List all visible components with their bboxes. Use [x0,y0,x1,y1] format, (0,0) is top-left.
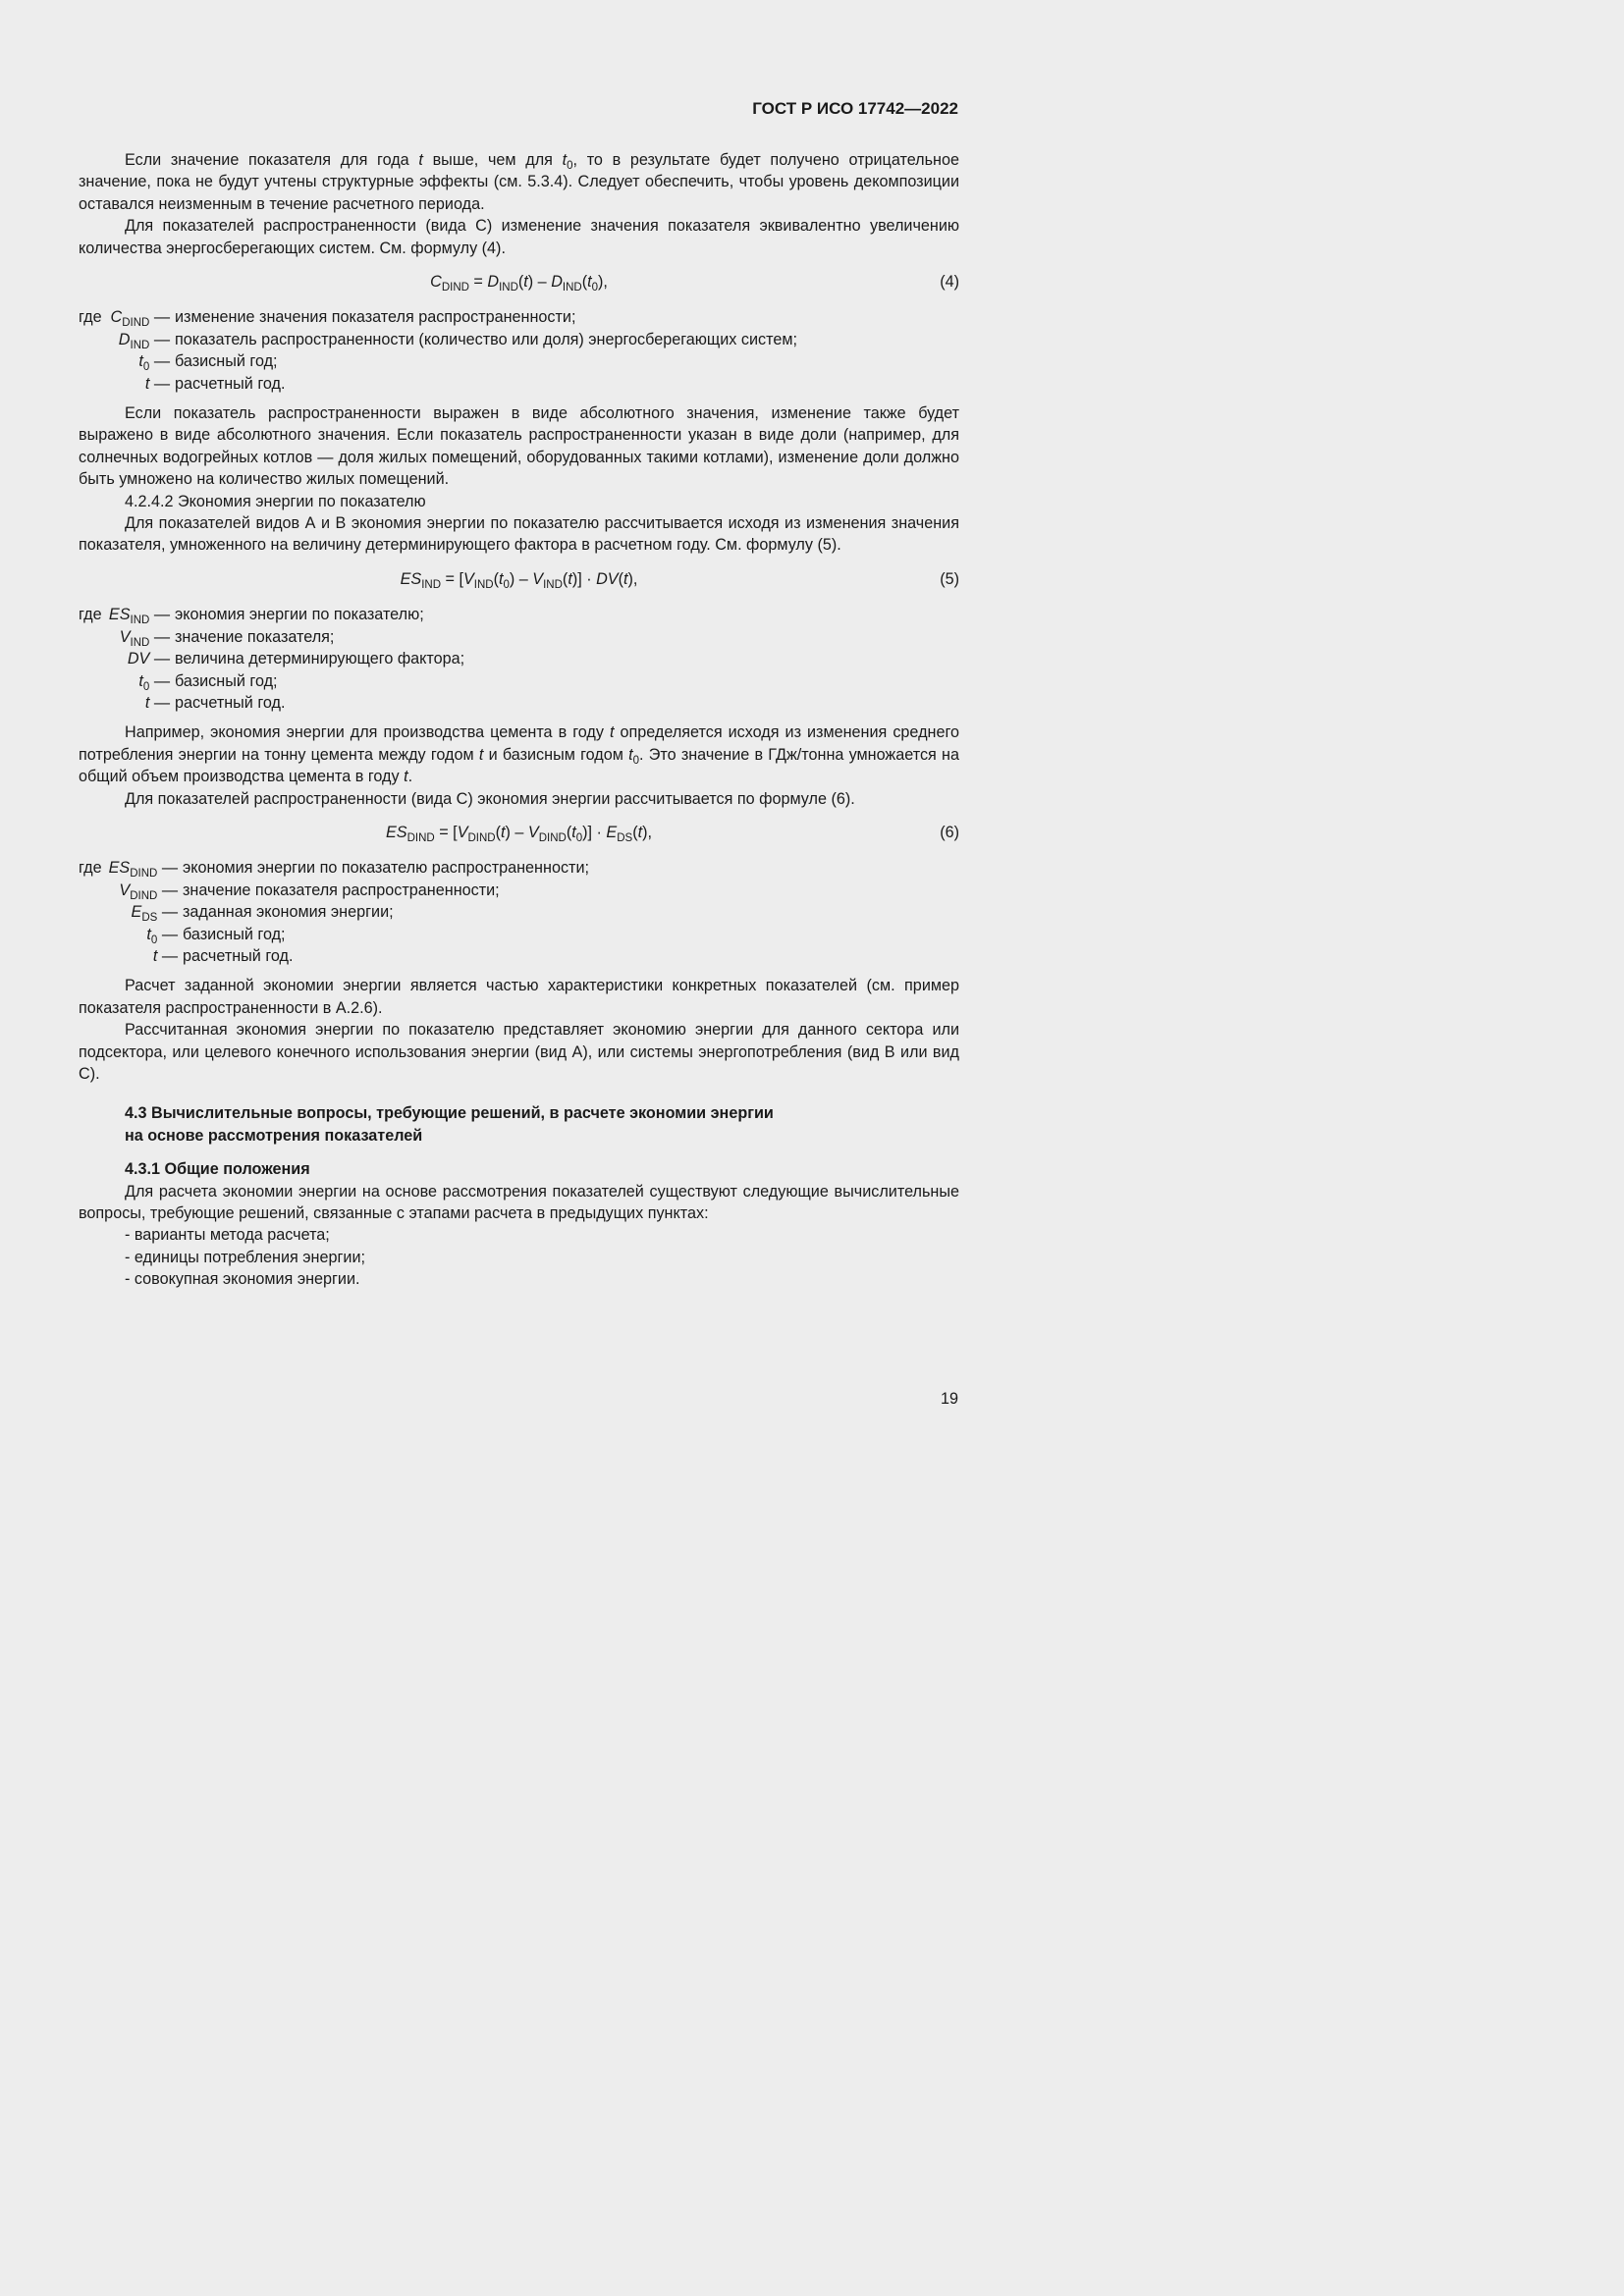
document-page [0,0,1089,1539]
paragraph: Если значение показателя для года t выше, чем для $t_0$, то в результате будет получено отрицательное значение, пока не будут учтены структурные эффекты (см. 5.3.4). Следует обеспечить, чтобы уровень декомпозиции оставался неизменным в течение расчетного периода. [79,151,959,213]
paragraph: Рассчитанная экономия энергии по показателю представляет экономию энергии для данного сектора или подсектора, или целевого конечного использования энергии (вид А), или системы энергопотребления (вид В или вид С). [79,1021,959,1083]
formula-4 [79,271,959,293]
paragraph: Для показателей распространенности (вида С) изменение значения показателя эквивалентно увеличению количества энергосберегающих систем. См. формулу (4). [79,217,959,257]
formula-number: (4) [940,273,959,292]
document-code-header: ГОСТ Р ИСО 17742—2022 [752,99,958,118]
formula-number: (6) [940,823,959,841]
page-number: 19 [940,1390,958,1408]
paragraph: Если показатель распространенности выражен в виде абсолютного значения, изменение также будет выражено в виде абсолютного значения. Если показатель распространенности указан в виде доли (например, для солнечных водогрейных котлов — доля жилых помещений, оборудованных такими котлами), изменение доли должно быть умножено на количество жилых помещений. [79,404,959,489]
paragraph: Для расчета экономии энергии на основе рассмотрения показателей существуют следующие вычислительные вопросы, требующие решений, связанные с этапами расчета в предыдущих пунктах: [79,1182,959,1223]
formula-6 [79,822,959,843]
list-item: - единицы потребления энергии; [125,1248,365,1266]
paragraph: Расчет заданной экономии энергии является частью характеристики конкретных показателей (см. пример показателя распространенности в А.2.6). [79,977,959,1017]
formula-expression: $ES_{IND} = [V_{IND}(t_0) - V_{IND}(t)] \cdot DV(t)$, [400,569,638,591]
where-list: где $ES_{IND}$ — экономия энергии по показателю; $V_{IND}$ — значение показателя; DV — величина детерминирующего фактора; $t_0$ — базисный год; t — расчетный год. [79,606,465,712]
page-body [79,149,959,1291]
subsection-heading: 4.2.4.2 Экономия энергии по показателю [125,492,426,510]
subsection-title: 4.3.1 Общие положения [125,1160,310,1179]
section-title: 4.3 Вычислительные вопросы, требующие решений, в расчете экономии энергии на основе рассмотрения показателей [125,1104,774,1145]
where-list: где $ES_{DIND}$ — экономия энергии по показателю распространенности; $V_{DIND}$ — значение показателя распространенности; $E_{DS}$ — заданная экономия энергии; $t_0$ — базисный год; t — расчетный год. [79,859,589,965]
list-item: - варианты метода расчета; [125,1226,330,1245]
paragraph: Для показателей видов А и В экономия энергии по показателю рассчитывается исходя из изменения значения показателя, умноженного на величину детерминирующего фактора в расчетном году. См. формулу (5). [79,514,959,555]
where-list: где $C_{DIND}$ — изменение значения показателя распространенности; $D_{IND}$ — показатель распространенности (количество или доля) энергосберегающих систем; $t_0$ — базисный год; t — расчетный год. [79,308,797,393]
formula-number: (5) [940,569,959,588]
paragraph: Например, экономия энергии для производства цемента в году t определяется исходя из изменения среднего потребления энергии на тонну цемента между годом t и базисным годом $t_0$. Это значение в ГДж/тонна умножается на общий объем производства цемента в году t. [79,723,960,786]
list-item: - совокупная экономия энергии. [125,1270,360,1289]
formula-expression: $ES_{DIND} = [V_{DIND}(t) - V_{DIND}(t_0)] \cdot E_{DS}(t)$, [386,823,652,844]
paragraph: Для показателей распространенности (вида С) экономия энергии рассчитывается по формуле (6). [125,789,855,808]
formula-5 [79,568,959,590]
formula-expression: $C_{DIND} = D_{IND}(t) - D_{IND}(t_0)$, [430,273,608,294]
